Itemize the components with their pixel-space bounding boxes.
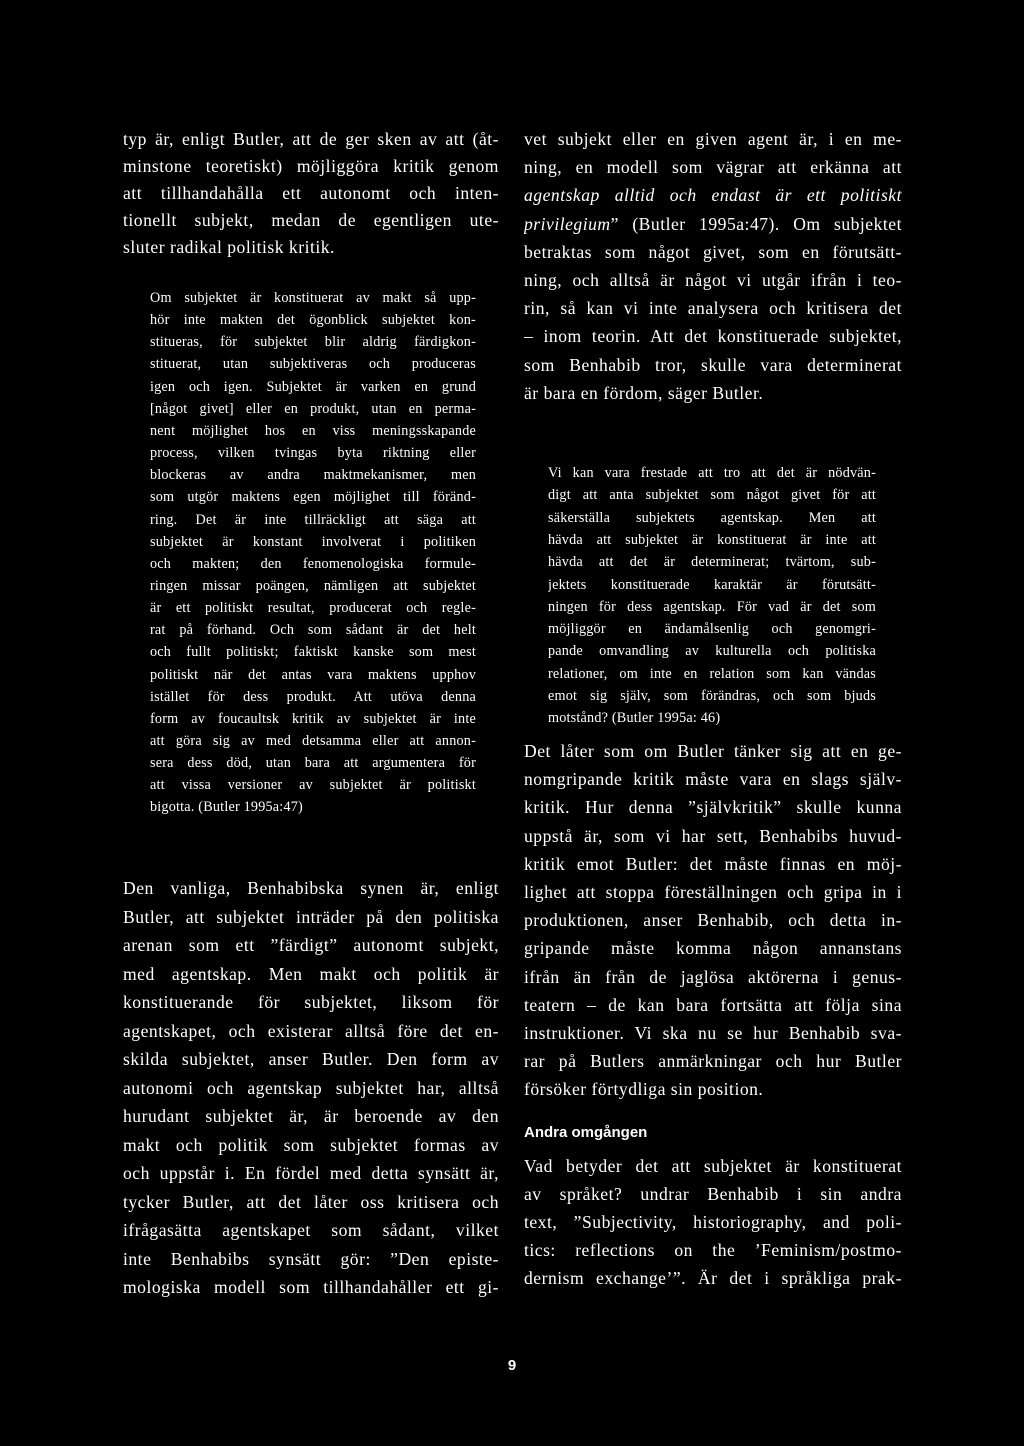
page-number: 9	[507, 1357, 517, 1374]
paragraph-line: konstituerande för subjektet, liksom för	[123, 992, 499, 1012]
paragraph-line: ning, och alltså är något vi utgår ifrån i teo-	[524, 270, 902, 290]
block-quote-line: nent möjlighet hos en viss meningsskapande	[150, 422, 476, 439]
paragraph-line: ifrågasätta agentskapet som sådant, vilket	[123, 1220, 499, 1240]
paragraph-line: sluter radikal politisk kritik.	[123, 237, 335, 257]
paragraph-line: vet subjekt eller en given agent är, i en me-	[524, 129, 902, 149]
paragraph-line: makt och politik som subjektet formas av	[123, 1134, 499, 1155]
paragraph-line: med agentskap. Men makt och politik är	[123, 963, 499, 984]
paragraph-line: Butler, att subjektet inträder på den politiska	[123, 906, 499, 927]
paragraph-line: autonomi och agentskap subjektet har, alltså	[123, 1077, 499, 1098]
block-quote-line: process, vilken tvingas byta riktning eller	[150, 445, 476, 462]
paragraph-line: ifrån än från de jaglösa aktörerna i genus-	[524, 966, 902, 987]
block-quote-line: att göra sig av med detsamma eller att annon-	[150, 733, 476, 749]
block-quote-line: [något givet] eller en produkt, utan en perma-	[150, 400, 476, 417]
paragraph-line: uppstå är, som vi har sett, Benhabibs huvud-	[524, 825, 902, 846]
paragraph-line: rin, så kan vi inte analysera och kritisera det	[524, 298, 902, 319]
section-heading: Andra omgången	[524, 1124, 648, 1141]
block-quote-line: ring. Det är inte tillräckligt att säga att	[150, 511, 476, 528]
paragraph-line: dernism exchange’”. Är det i språkliga prak-	[524, 1268, 902, 1288]
block-quote-line: jektets konstituerade karaktär är förutsätt-	[548, 576, 876, 593]
block-quote-line: att vissa versioner av subjektet är politiskt	[150, 777, 476, 794]
paragraph-line: – inom teorin. Att det konstituerade subjektet,	[524, 326, 902, 347]
paragraph-line: kritik. Hur denna ”självkritik” skulle kunna	[524, 797, 902, 818]
paragraph-line: Vad betyder det att subjektet är konstituerat	[524, 1156, 902, 1176]
citation-text: ” (Butler 1995a:47). Om subjektet	[610, 213, 902, 234]
block-quote-line: hävda att det är determinerat; tvärtom, sub-	[548, 554, 876, 571]
paragraph-line: hurudant subjektet är, är beroende av den	[123, 1106, 499, 1126]
paragraph-line: försöker förtydliga sin position.	[524, 1079, 764, 1100]
block-quote-line: ringen missar poängen, nämligen att subjektet	[150, 577, 476, 594]
paragraph-line: betraktas som något givet, som en förutsätt-	[524, 241, 902, 262]
block-quote-line: bigotta. (Butler 1995a:47)	[150, 799, 303, 816]
italic-phrase: privilegium	[524, 213, 611, 234]
block-quote-line: hävda att subjektet är konstituerat är inte att	[548, 531, 876, 548]
block-quote-line: digt att anta subjektet som något givet för att	[548, 487, 876, 504]
paragraph-line: instruktioner. Vi ska nu se hur Benhabib sva-	[524, 1023, 902, 1043]
paragraph-line: minstone teoretiskt) möjliggöra kritik genom	[123, 156, 499, 176]
paragraph-line: som Benhabib tror, skulle vara determinerat	[524, 354, 902, 375]
block-quote-line: rat på förhand. Och som sådant är det helt	[150, 622, 476, 639]
block-quote-line: Om subjektet är konstituerat av makt så upp-	[150, 290, 476, 306]
paragraph-line: gripande måste komma någon annanstans	[524, 938, 902, 959]
paragraph-line: rar på Butlers anmärkningar och hur Butler	[524, 1051, 902, 1072]
paragraph-line: tycker Butler, att det låter oss kritisera och	[123, 1191, 499, 1212]
paragraph-line: skilda subjektet, anser Butler. Den form av	[123, 1049, 499, 1069]
block-quote-line: och makten; den fenomenologiska formule-	[150, 555, 476, 572]
block-quote-line: och fullt politiskt; faktiskt kanske som mest	[150, 644, 476, 661]
block-quote-line: emot sig själv, som förändras, och som bjuds	[548, 688, 876, 704]
block-quote-line: istället för dess produkt. Att utöva denna	[150, 688, 476, 705]
block-quote-line: hör inte makten det ögonblick subjektet kon-	[150, 312, 476, 329]
block-quote-line: blockeras av andra maktmekanismer, men	[150, 467, 476, 484]
paragraph-line: nomgripande kritik måste vara en slags själv-	[524, 769, 902, 790]
block-quote-line: subjektet är konstant involverat i politiken	[150, 533, 476, 550]
paragraph-line: och uppstår i. En fördel med detta synsätt är,	[123, 1163, 499, 1183]
block-quote-line: sera dess död, utan bara att argumentera för	[150, 755, 476, 772]
block-quote-line: stituerat, utan subjektiveras och produceras	[150, 356, 476, 373]
paragraph-line	[524, 184, 902, 206]
block-quote-line: motstånd? (Butler 1995a: 46)	[548, 710, 721, 727]
block-quote-line: politiskt när det antas vara maktens upphov	[150, 666, 476, 683]
paragraph-line: arenan som ett ”färdigt” autonomt subjekt,	[123, 935, 499, 955]
block-quote-line: relationer, om inte en relation som kan vändas	[548, 665, 876, 682]
block-quote-line: igen och igen. Subjektet är varken en grund	[150, 378, 476, 395]
block-quote-line: möjliggör en ändamålsenlig och genomgri-	[548, 621, 876, 638]
block-quote-line: stitueras, för subjektet blir aldrig färdigkon-	[150, 334, 476, 351]
block-quote-line: Vi kan vara frestade att tro att det är nödvän-	[548, 465, 876, 481]
paragraph-line: tics: reflections on the ’Feminism/postmo-	[524, 1240, 902, 1260]
paragraph-line	[524, 213, 902, 235]
paragraph-line: Den vanliga, Benhabibska synen är, enligt	[123, 878, 499, 898]
paragraph-line: teatern – de kan bara fortsätta att följa sina	[524, 994, 902, 1015]
italic-phrase: agentskap alltid och endast är ett politiskt	[524, 185, 902, 206]
paragraph-line: är bara en fördom, säger Butler.	[524, 382, 764, 403]
paragraph-line: tionellt subjekt, medan de egentligen ute-	[123, 210, 499, 230]
paragraph-line: produktionen, anser Benhabib, och detta in-	[524, 910, 902, 931]
block-quote-line: form av foucaultsk kritik av subjektet är inte	[150, 710, 476, 727]
block-quote-line: säkerställa subjektets agentskap. Men att	[548, 509, 876, 526]
paragraph-line: typ är, enligt Butler, att de ger sken av att (åt-	[123, 129, 499, 149]
paragraph-line: kritik emot Butler: det måste finnas en möj-	[524, 853, 902, 874]
paragraph-line: att tillhandahålla ett autonomt och inten-	[123, 183, 499, 203]
paragraph-line: Det låter som om Butler tänker sig att en ge-	[524, 741, 902, 761]
block-quote-line: ningen för dess agentskap. För vad är det som	[548, 598, 876, 615]
paragraph-line: agentskapet, och existerar alltså före det en-	[123, 1020, 499, 1041]
block-quote-line: som utgör maktens egen möjlighet till föränd-	[150, 489, 476, 506]
paragraph-line: ning, en modell som vägrar att erkänna att	[524, 157, 902, 178]
block-quote-line: pande omvandling av kulturella och politiska	[548, 643, 876, 660]
paragraph-line: lighet att stoppa föreställningen och gripa in i	[524, 882, 902, 902]
paragraph-line: mologiska modell som tillhandahåller ett gi-	[123, 1277, 499, 1297]
paragraph-line: inte Benhabibs synsätt gör: ”Den episte-	[123, 1248, 499, 1269]
block-quote-line: är ett politiskt resultat, producerat och regle-	[150, 600, 476, 617]
paragraph-line: av språket? undrar Benhabib i sin andra	[524, 1184, 902, 1204]
paragraph-line: text, ”Subjectivity, historiography, and poli-	[524, 1212, 902, 1232]
